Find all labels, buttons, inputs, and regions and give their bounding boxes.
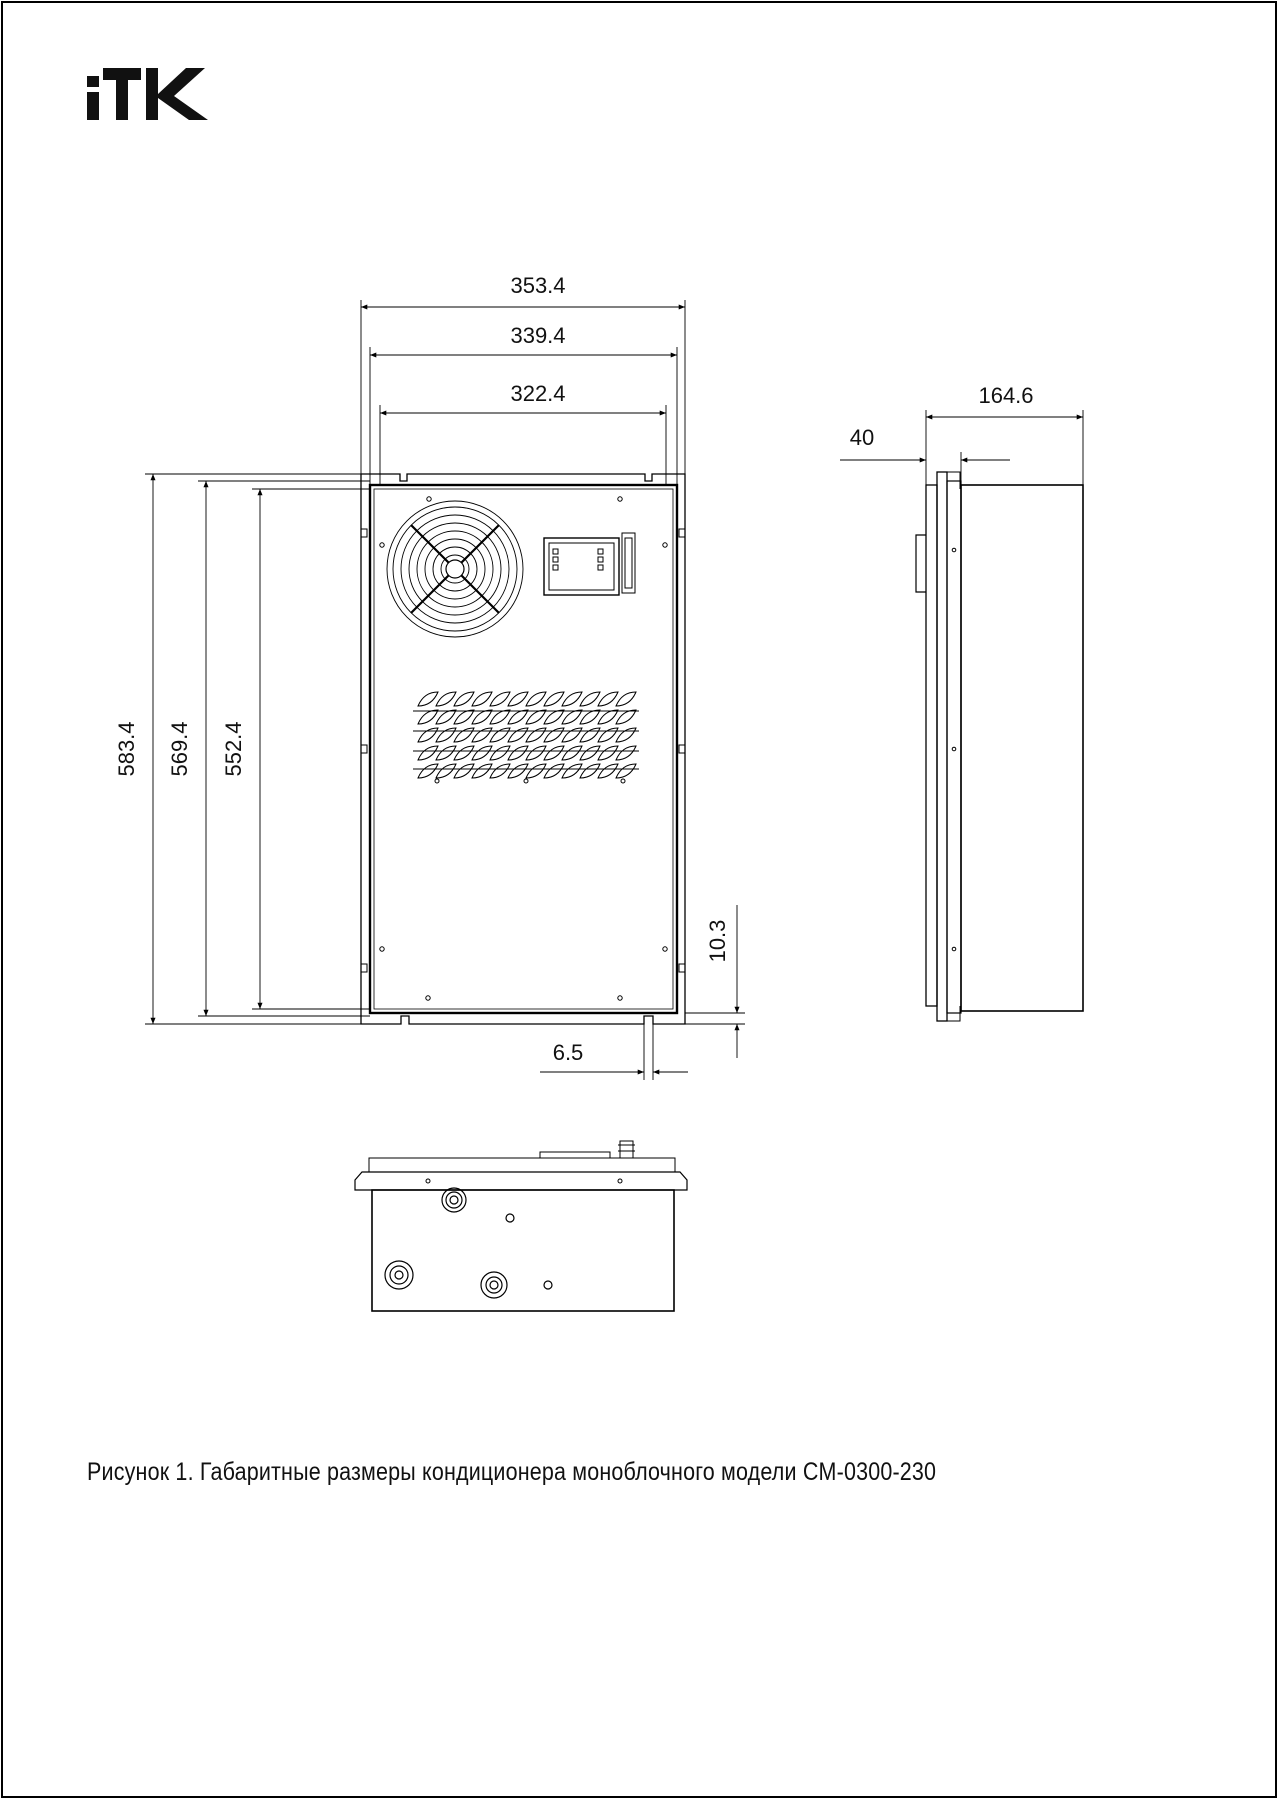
dim-height-outer: 583.4 xyxy=(114,721,139,777)
bottom-view xyxy=(355,1141,687,1311)
ventilation-grille xyxy=(413,692,639,778)
dim-foot-width: 6.5 xyxy=(552,1040,584,1065)
control-panel xyxy=(544,533,635,595)
dim-width-inner: 322.4 xyxy=(510,381,566,406)
dim-height-middle: 569.4 xyxy=(167,721,192,777)
fan-guard xyxy=(387,501,523,637)
dim-width-outer: 353.4 xyxy=(510,273,566,298)
front-view xyxy=(145,300,745,1080)
figure-caption: Рисунок 1. Габаритные размеры кондиционера моноблочного модели CM-0300-230 xyxy=(87,1458,937,1486)
dim-width-middle: 339.4 xyxy=(510,323,566,348)
side-view xyxy=(840,410,1083,1021)
dim-height-inner: 552.4 xyxy=(221,721,246,777)
itk-logo xyxy=(0,0,208,120)
dim-bottom-offset: 10.3 xyxy=(705,919,730,963)
dim-side-flange: 40 xyxy=(849,425,875,450)
side-dimension-labels xyxy=(850,383,1034,450)
dim-side-depth: 164.6 xyxy=(978,383,1034,408)
